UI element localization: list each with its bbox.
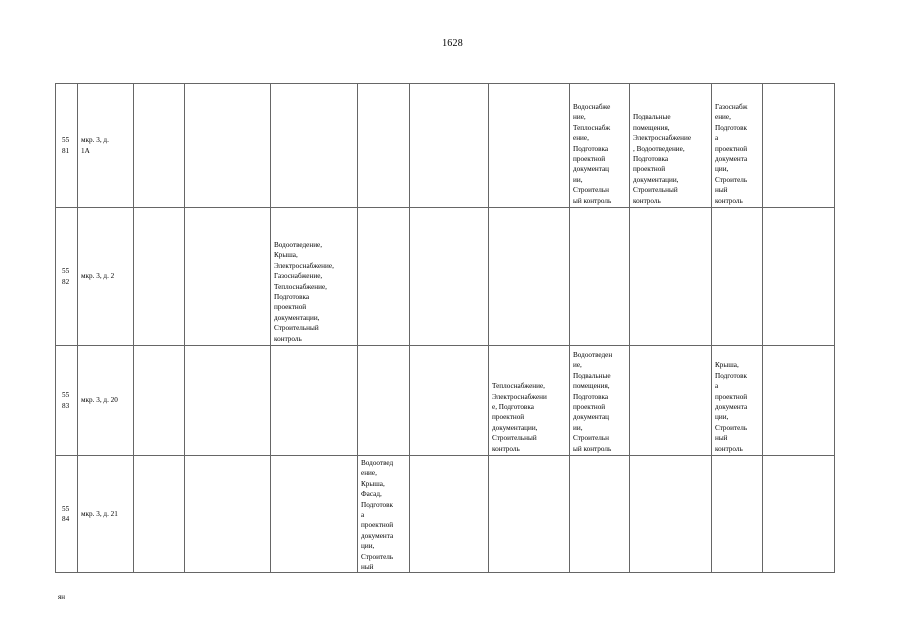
table-row <box>56 456 835 573</box>
row-number: 55 81 <box>56 84 78 208</box>
table-cell <box>271 84 358 208</box>
table-cell <box>271 346 358 456</box>
table-cell <box>271 456 358 573</box>
table-cell <box>630 346 712 456</box>
table-cell: Водоснабже ние, Теплоснабж ение, Подготовка проектной документац ии, Строительн ый контроль <box>570 84 630 208</box>
table-cell <box>410 346 489 456</box>
table-cell <box>630 456 712 573</box>
table-cell <box>763 346 835 456</box>
table-cell <box>489 84 570 208</box>
repair-schedule-table <box>55 83 835 573</box>
table-cell <box>134 346 185 456</box>
address-cell: мкр. 3, д. 2 <box>78 208 134 346</box>
table-cell <box>489 208 570 346</box>
table-cell <box>185 208 271 346</box>
table-cell: Водоотвед ение, Крыша, Фасад, Подготовк а проектной документа ции, Строитель ный <box>358 456 410 573</box>
page-number: 1628 <box>442 38 463 49</box>
table-cell <box>712 456 763 573</box>
table-cell <box>630 208 712 346</box>
table-row <box>56 346 835 456</box>
table-cell: Крыша, Подготовк а проектной документа ции, Строитель ный контроль <box>712 346 763 456</box>
table-cell: Газоснабж ение, Подготовк а проектной документа ции, Строитель ный контроль <box>712 84 763 208</box>
table-cell: Водоотведение, Крыша, Электроснабжение, Газоснабжение, Теплоснабжение, Подготовка проектной документации, Строительный контроль <box>271 208 358 346</box>
table-cell <box>134 208 185 346</box>
table-cell <box>358 208 410 346</box>
table-cell <box>410 456 489 573</box>
table-cell <box>185 456 271 573</box>
table-cell <box>185 84 271 208</box>
table-cell: Водоотведен ие, Подвальные помещения, Подготовка проектной документац ии, Строительн ый контроль <box>570 346 630 456</box>
table-row <box>56 84 835 208</box>
table-cell: Подвальные помещения, Электроснабжение , Водоотведение, Подготовка проектной документации, Строительный контроль <box>630 84 712 208</box>
table-cell <box>358 84 410 208</box>
table-cell <box>410 84 489 208</box>
address-cell: мкр. 3, д. 21 <box>78 456 134 573</box>
row-number: 55 84 <box>56 456 78 573</box>
table-cell <box>358 346 410 456</box>
table-cell: Теплоснабжение, Электроснабжени е, Подготовка проектной документации, Строительный контроль <box>489 346 570 456</box>
table-cell <box>134 84 185 208</box>
table-cell <box>489 456 570 573</box>
row-number: 55 82 <box>56 208 78 346</box>
address-cell: мкр. 3, д. 20 <box>78 346 134 456</box>
table-cell <box>763 208 835 346</box>
table-cell <box>185 346 271 456</box>
address-cell: мкр. 3, д. 1А <box>78 84 134 208</box>
table-cell <box>570 456 630 573</box>
table-cell <box>763 456 835 573</box>
table-cell <box>570 208 630 346</box>
footer-mark: ян <box>58 593 65 601</box>
table-cell <box>410 208 489 346</box>
table-cell <box>712 208 763 346</box>
row-number: 55 83 <box>56 346 78 456</box>
table-row <box>56 208 835 346</box>
table-cell <box>134 456 185 573</box>
table-cell <box>763 84 835 208</box>
